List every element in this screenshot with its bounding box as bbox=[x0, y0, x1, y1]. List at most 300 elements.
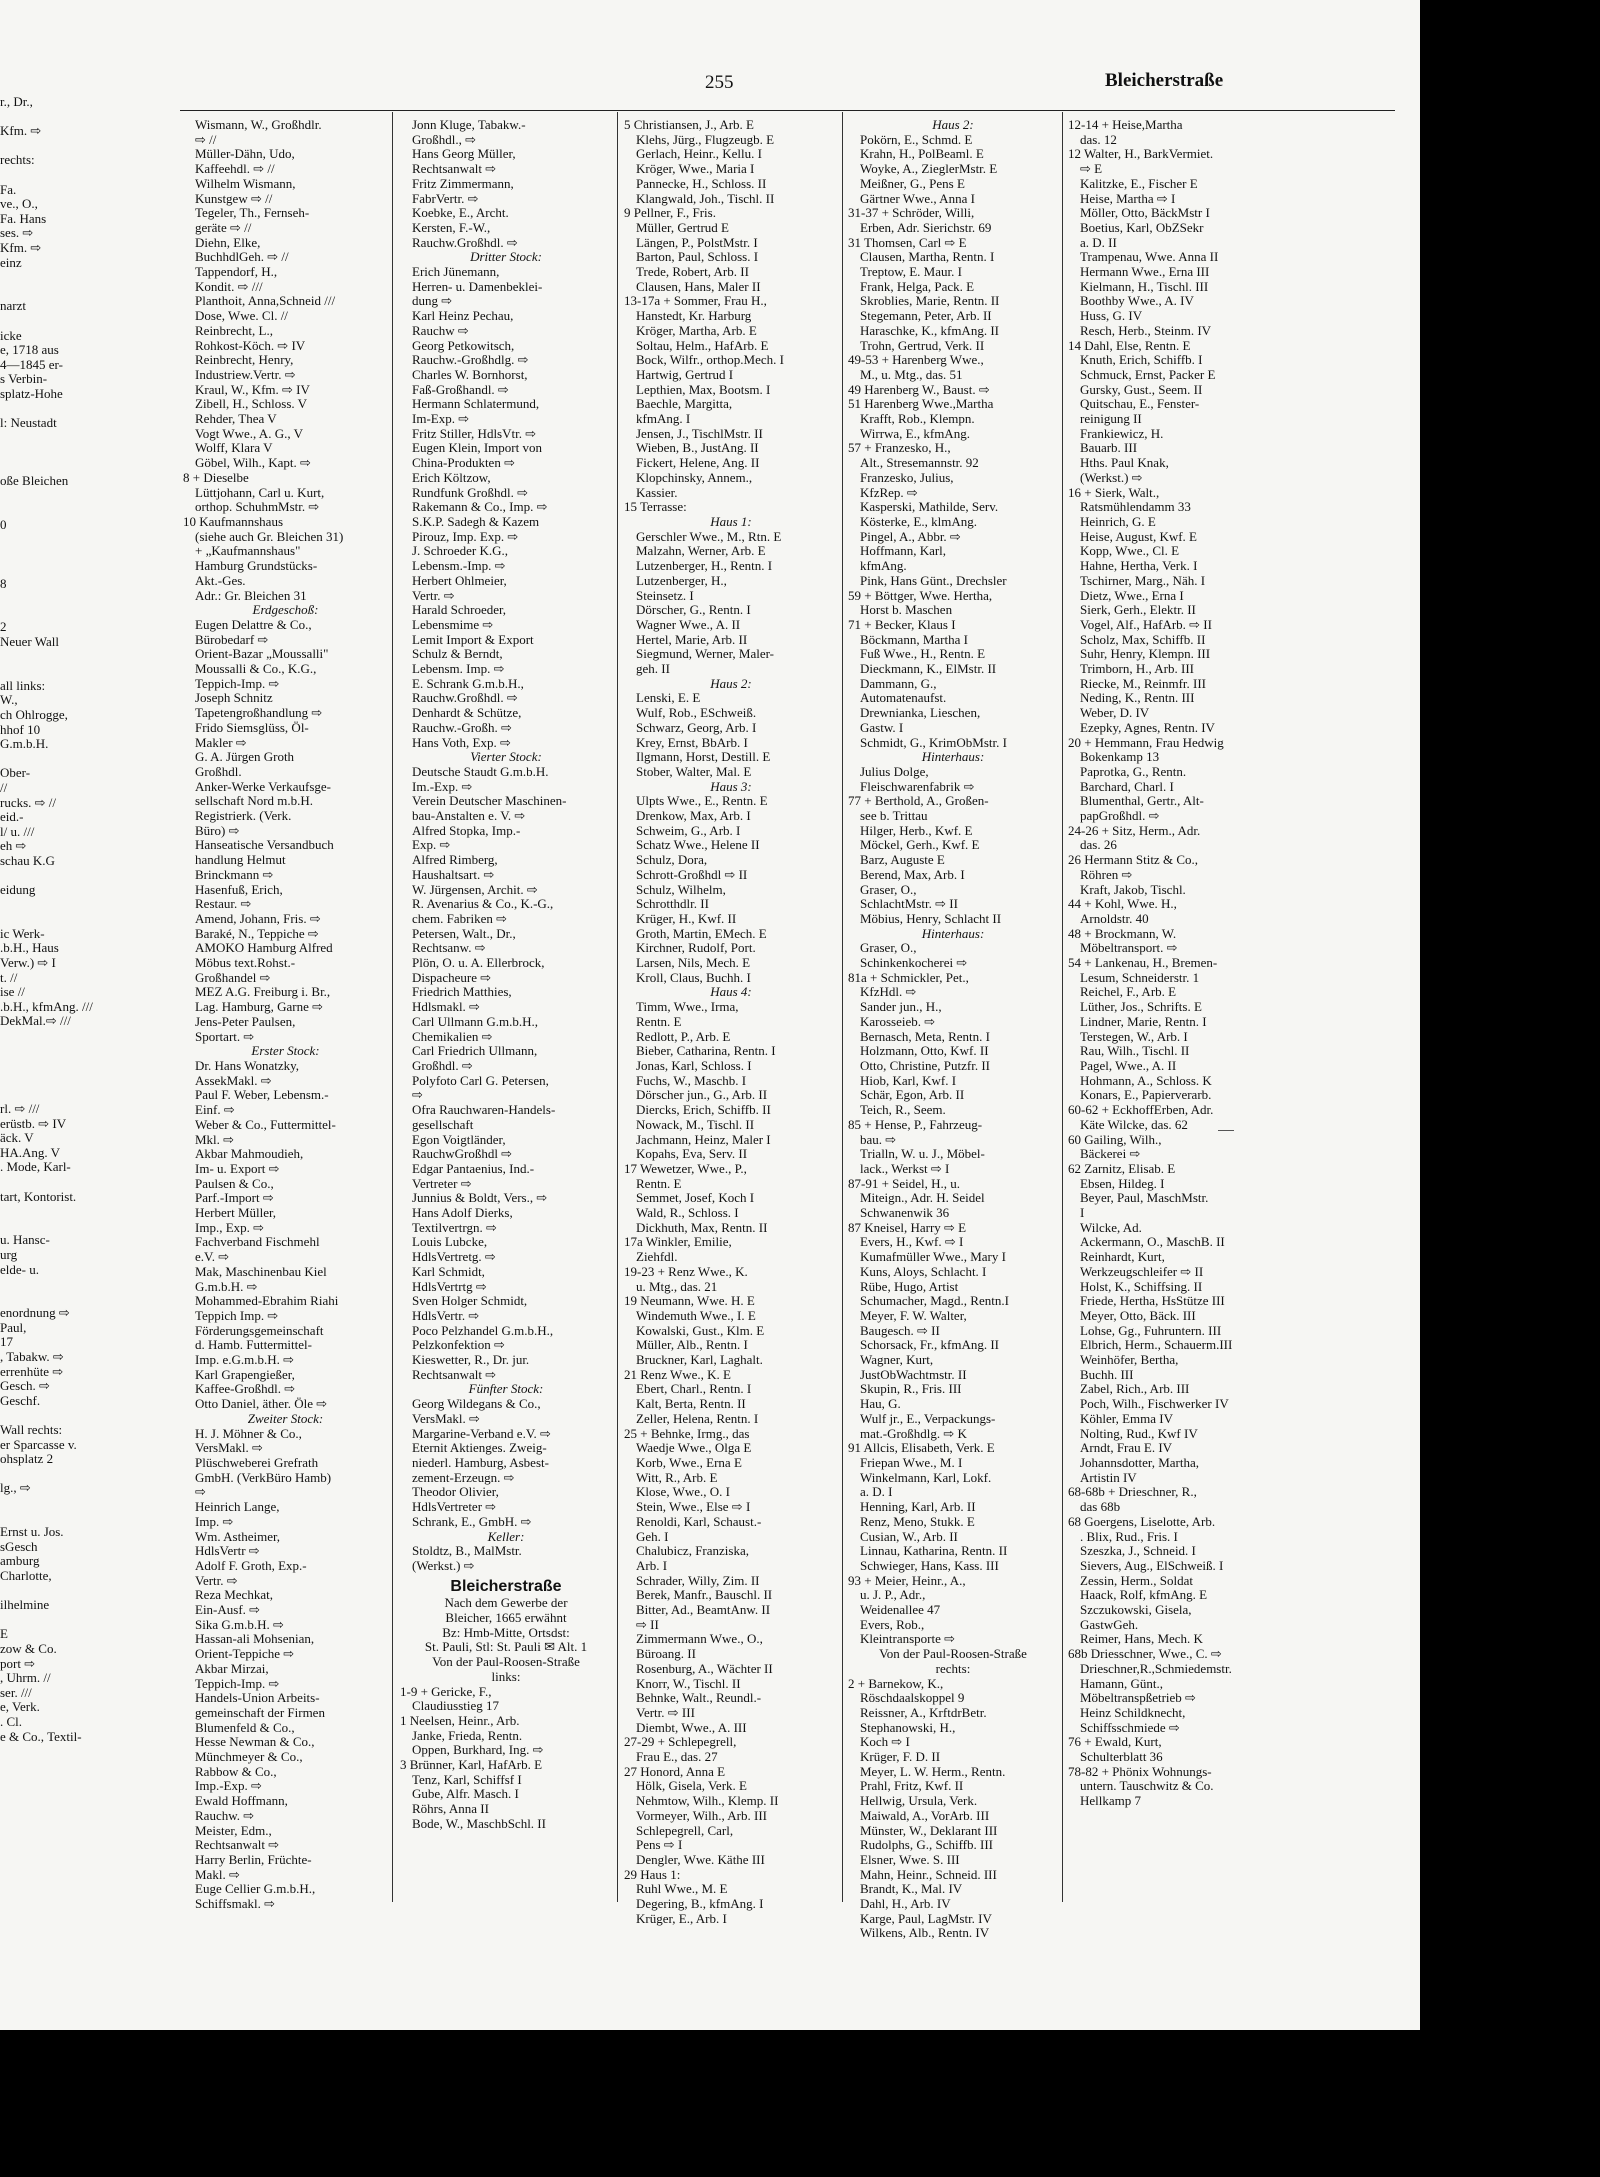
fragment-line bbox=[0, 1029, 170, 1044]
directory-entry-line: Clausen, Martha, Rentn. I bbox=[860, 249, 995, 265]
directory-entry-line: Chalubicz, Franziska, bbox=[636, 1543, 749, 1559]
fragment-line bbox=[0, 1408, 170, 1423]
directory-entry-line: Knuth, Erich, Schiffb. I bbox=[1080, 352, 1203, 368]
directory-entry-line: Dietz, Wwe., Erna I bbox=[1080, 587, 1184, 603]
running-head-street: Bleicherstraße bbox=[1105, 70, 1224, 91]
directory-entry-line: Heise, Martha ⇨ I bbox=[1080, 190, 1176, 206]
directory-entry-line: see b. Trittau bbox=[860, 808, 928, 824]
directory-entry-line: Lindner, Marie, Rentn. I bbox=[1080, 1013, 1207, 1029]
directory-entry-line: Haushaltsart. ⇨ bbox=[412, 866, 495, 882]
directory-entry-line: Kopp, Wwe., Cl. E bbox=[1080, 543, 1180, 559]
fragment-line bbox=[0, 606, 170, 621]
directory-entry-line: JustObWachtmstr. II bbox=[860, 1366, 967, 1382]
directory-entry-line: Renz, Meno, Stukk. E bbox=[860, 1513, 975, 1529]
fragment-line bbox=[0, 1087, 170, 1102]
directory-entry-line: 49-53 + Harenberg Wwe., bbox=[848, 352, 984, 368]
directory-entry-line: Rechtsanwalt ⇨ bbox=[195, 1837, 280, 1853]
directory-entry-line: Renoldi, Karl, Schaust.- bbox=[636, 1513, 762, 1529]
directory-entry-line: Pokörn, E., Schmd. E bbox=[860, 131, 973, 147]
directory-entry-line: Schiffsmakl. ⇨ bbox=[195, 1896, 275, 1912]
directory-entry-line: Evers, Rob., bbox=[860, 1616, 925, 1632]
directory-entry-line: Resch, Herb., Steinm. IV bbox=[1080, 322, 1212, 338]
directory-entry-line: Wald, R., Schloss. I bbox=[636, 1205, 739, 1221]
fragment-line: ses. ⇨ bbox=[0, 225, 34, 241]
directory-entry-line: Winkelmann, Karl, Lokf. bbox=[860, 1469, 992, 1485]
directory-entry-line: Kröger, Wwe., Maria I bbox=[636, 161, 755, 177]
fragment-line: zow & Co. bbox=[0, 1640, 57, 1656]
fragment-line bbox=[0, 445, 170, 460]
directory-entry-line: Bz: Hmb-Mitte, Ortsdst: bbox=[442, 1624, 570, 1640]
directory-entry-line: I bbox=[1080, 1205, 1085, 1221]
directory-entry-line: Kuns, Aloys, Schlacht. I bbox=[860, 1263, 987, 1279]
directory-entry-line: Makler ⇨ bbox=[195, 734, 247, 750]
fragment-line: W., bbox=[0, 692, 18, 708]
directory-entry-line: Schweim, G., Arb. I bbox=[636, 822, 741, 838]
directory-entry-line: Terstegen, W., Arb. I bbox=[1080, 1028, 1188, 1044]
directory-entry-line: Hans Georg Müller, bbox=[412, 146, 516, 162]
directory-entry-line: Bürobedarf ⇨ bbox=[195, 631, 269, 647]
directory-entry-line: Malzahn, Werner, Arb. E bbox=[636, 543, 766, 559]
directory-entry-line: Petersen, Walt., Dr., bbox=[412, 925, 516, 941]
directory-entry-line: 19 Neumann, Wwe. H. E bbox=[624, 1293, 755, 1309]
fragment-line: Neuer Wall bbox=[0, 633, 59, 649]
fragment-line: E bbox=[0, 1626, 8, 1642]
floor-heading: Dritter Stock: bbox=[470, 249, 542, 265]
directory-entry-line: VersMakl. ⇨ bbox=[195, 1440, 263, 1456]
directory-entry-line: sellschaft Nord m.b.H. bbox=[195, 793, 314, 809]
directory-entry-line: Arndt, Frau E. IV bbox=[1080, 1440, 1173, 1456]
directory-entry-line: Frau E., das. 27 bbox=[636, 1749, 718, 1765]
directory-entry-line: Bruckner, Karl, Laghalt. bbox=[636, 1352, 763, 1368]
fragment-line: ve., O., bbox=[0, 196, 38, 212]
fragment-line bbox=[0, 1175, 170, 1190]
fragment-line: eh ⇨ bbox=[0, 838, 27, 854]
directory-entry-line: Polyfoto Carl G. Petersen, bbox=[412, 1072, 549, 1088]
directory-entry-line: Rauchw. ⇨ bbox=[195, 1807, 255, 1823]
directory-entry-line: 44 + Kohl, Wwe. H., bbox=[1068, 896, 1177, 912]
directory-entry-line: Krüger, H., Kwf. II bbox=[636, 910, 737, 926]
directory-entry-line: 17a Winkler, Emilie, bbox=[624, 1234, 732, 1250]
directory-entry-line: Semmet, Josef, Koch I bbox=[636, 1190, 755, 1206]
directory-entry-line: Redlott, P., Arb. E bbox=[636, 1028, 731, 1044]
directory-entry-line: ⇨ II bbox=[636, 1616, 659, 1632]
directory-entry-line: Vormeyer, Wilh., Arb. III bbox=[636, 1807, 767, 1823]
directory-entry-line: Längen, P., PolstMstr. I bbox=[636, 234, 758, 250]
directory-entry-line: Gärtner Wwe., Anna I bbox=[860, 190, 975, 206]
directory-entry-line: Heinrich Lange, bbox=[195, 1499, 280, 1515]
directory-entry-line: Fritz Zimmermann, bbox=[412, 175, 514, 191]
directory-entry-line: Bernasch, Meta, Rentn. I bbox=[860, 1028, 990, 1044]
directory-entry-line: 8 + Dieselbe bbox=[183, 469, 249, 485]
directory-entry-line: Imp.-Exp. ⇨ bbox=[195, 1778, 262, 1794]
directory-entry-line: 48 + Brockmann, W. bbox=[1068, 925, 1177, 941]
fragment-line: icke bbox=[0, 327, 22, 343]
directory-entry-line: Mak, Maschinenbau Kiel bbox=[195, 1263, 327, 1279]
directory-entry-line: Großhdl. bbox=[195, 763, 242, 779]
directory-entry-line: Rauchw ⇨ bbox=[412, 322, 469, 338]
directory-entry-line: Akbar Mahmoudieh, bbox=[195, 1146, 304, 1162]
directory-entry-line: Pingel, A., Abbr. ⇨ bbox=[860, 528, 961, 544]
directory-entry-line: Teppich-Imp. ⇨ bbox=[195, 675, 280, 691]
directory-entry-line: Kirchner, Rudolf, Port. bbox=[636, 940, 756, 956]
fragment-line: oße Bleichen bbox=[0, 473, 69, 489]
directory-entry-line: 1-9 + Gericke, F., bbox=[400, 1683, 492, 1699]
directory-entry-line: Rechtsanwalt ⇨ bbox=[412, 161, 497, 177]
directory-entry-line: Akt.-Ges. bbox=[195, 572, 246, 588]
fragment-line: u. Hansc- bbox=[0, 1232, 50, 1248]
fragment-line: Wall rechts: bbox=[0, 1422, 63, 1438]
directory-entry-line: 27-29 + Schlepegrell, bbox=[624, 1734, 737, 1750]
directory-entry-line: Im-Exp. ⇨ bbox=[412, 411, 470, 427]
directory-entry-line: Georg Wildegans & Co., bbox=[412, 1396, 541, 1412]
directory-entry-line: Dörscher, G., Rentn. I bbox=[636, 602, 751, 618]
directory-entry-line: 20 + Hemmann, Frau Hedwig bbox=[1068, 734, 1224, 750]
fragment-line: tart, Kontorist. bbox=[0, 1188, 77, 1204]
directory-entry-line: Käte Wilcke, das. 62 bbox=[1080, 1116, 1188, 1132]
directory-entry-line: Kopahs, Eva, Serv. II bbox=[636, 1146, 748, 1162]
fragment-line: .b.H., kfmAng. /// bbox=[0, 998, 93, 1014]
directory-entry-line: Schorsack, Fr., kfmAng. II bbox=[860, 1337, 1000, 1353]
directory-entry-line: Hartwig, Gertrud I bbox=[636, 366, 734, 382]
directory-entry-line: Tapetengroßhandlung ⇨ bbox=[195, 705, 323, 721]
directory-entry-line: Ewald Hoffmann, bbox=[195, 1793, 288, 1809]
directory-entry-line: Vogt Wwe., A. G., V bbox=[195, 425, 303, 441]
directory-entry-line: Ruhl Wwe., M. E bbox=[636, 1881, 728, 1897]
directory-entry-line: mat.-Großhdlg. ⇨ K bbox=[860, 1425, 967, 1441]
directory-entry-line: Stein, Wwe., Else ⇨ I bbox=[636, 1499, 751, 1515]
directory-entry-line: Jonas, Karl, Schloss. I bbox=[636, 1058, 752, 1073]
directory-entry-line: Rabbow & Co., bbox=[195, 1763, 277, 1779]
directory-entry-line: Skupin, R., Fris. III bbox=[860, 1381, 962, 1397]
directory-entry-line: Euge Cellier G.m.b.H., bbox=[195, 1881, 316, 1897]
directory-entry-line: Lag. Hamburg, Garne ⇨ bbox=[195, 999, 323, 1015]
directory-entry-line: Handels-Union Arbeits- bbox=[195, 1690, 320, 1706]
directory-entry-line: Harald Schroeder, bbox=[412, 602, 507, 618]
fragment-line: , Uhrm. // bbox=[0, 1670, 51, 1686]
fragment-line: r., Dr., bbox=[0, 94, 33, 109]
directory-entry-line: Einf. ⇨ bbox=[195, 1102, 235, 1118]
directory-entry-line: Egon Voigtländer, bbox=[412, 1131, 506, 1147]
directory-entry-line: Möller, Otto, BäckMstr I bbox=[1080, 205, 1210, 221]
directory-entry-line: Quitschau, E., Fenster- bbox=[1080, 396, 1200, 412]
directory-entry-line: bau-Anstalten e. V. ⇨ bbox=[412, 808, 526, 824]
fragment-line: errenhüte ⇨ bbox=[0, 1363, 64, 1379]
directory-entry-line: Wulf, Rob., ESchweiß. bbox=[636, 705, 757, 721]
directory-entry-line: 91 Allcis, Elisabeth, Verk. E bbox=[848, 1440, 995, 1456]
directory-entry-line: Fickert, Helene, Ang. II bbox=[636, 455, 760, 471]
directory-entry-line: Kunstgew ⇨ // bbox=[195, 190, 273, 206]
directory-entry-line: Woyke, A., ZieglerMstr. E bbox=[860, 161, 998, 177]
directory-entry-line: Schmuck, Ernst, Packer E bbox=[1080, 366, 1216, 382]
directory-entry-line: Klehs, Jürg., Flugzeugb. E bbox=[636, 131, 775, 147]
fragment-line bbox=[0, 110, 170, 125]
directory-entry-line: Maiwald, A., VorArb. III bbox=[860, 1807, 990, 1823]
directory-entry-line: Rau, Wilh., Tischl. II bbox=[1080, 1043, 1190, 1059]
fragment-line: elde- u. bbox=[0, 1261, 39, 1277]
floor-heading: Haus 4: bbox=[710, 984, 752, 1000]
directory-entry-line: 24-26 + Sitz, Herm., Adr. bbox=[1068, 822, 1201, 838]
column-2 bbox=[400, 118, 612, 1918]
directory-entry-line: Henning, Karl, Arb. II bbox=[860, 1499, 976, 1515]
directory-entry-line: Mohammed-Ebrahim Riahi bbox=[195, 1293, 339, 1309]
directory-entry-line: 51 Harenberg Wwe.,Martha bbox=[848, 396, 994, 412]
directory-entry-line: Holzmann, Otto, Kwf. II bbox=[860, 1043, 989, 1059]
directory-entry-line: 49 Harenberg W., Baust. ⇨ bbox=[848, 381, 990, 397]
directory-entry-line: Schlepegrell, Carl, bbox=[636, 1822, 734, 1838]
directory-entry-line: Lepthien, Max, Bootsm. I bbox=[636, 381, 771, 397]
directory-entry-line: R. Avenarius & Co., K.-G., bbox=[412, 896, 554, 912]
directory-entry-line: Wilkens, Alb., Rentn. IV bbox=[860, 1925, 990, 1941]
directory-entry-line: Mkl. ⇨ bbox=[195, 1131, 235, 1147]
directory-entry-line: Holst, K., Schiffsing. II bbox=[1080, 1278, 1203, 1294]
directory-entry-line: Hellwig, Ursula, Verk. bbox=[860, 1793, 978, 1809]
directory-entry-line: Wilcke, Ad. bbox=[1080, 1219, 1142, 1235]
directory-entry-line: 60-62 + EckhoffErben, Adr. bbox=[1068, 1102, 1214, 1118]
fragment-line bbox=[0, 1044, 170, 1059]
fragment-line: // bbox=[0, 779, 8, 795]
fragment-line bbox=[0, 1204, 170, 1219]
fragment-line bbox=[0, 533, 170, 548]
directory-entry-line: Kielmann, H., Tischl. III bbox=[1080, 278, 1209, 294]
directory-entry-line: Kaffeehdl. ⇨ // bbox=[195, 161, 275, 177]
floor-heading: Hinterhaus: bbox=[921, 925, 985, 941]
fragment-line bbox=[0, 431, 170, 446]
directory-entry-line: Heinrich, G. E bbox=[1080, 513, 1156, 529]
fragment-line: t. // bbox=[0, 969, 18, 985]
directory-entry-line: Meyer, Otto, Bäck. III bbox=[1080, 1307, 1196, 1323]
directory-entry-line: Reissner, A., KrftdrBetr. bbox=[860, 1704, 987, 1720]
directory-entry-line: Stegemann, Peter, Arb. II bbox=[860, 308, 992, 324]
floor-heading: Haus 2: bbox=[710, 675, 752, 691]
directory-entry-line: Fleischwarenfabrik ⇨ bbox=[860, 778, 975, 794]
directory-entry-line: Lebensmime ⇨ bbox=[412, 616, 494, 632]
directory-entry-line: Vertr. ⇨ bbox=[195, 1572, 238, 1588]
directory-entry-line: Neding, K., Rentn. III bbox=[1080, 690, 1195, 706]
directory-entry-line: Barton, Paul, Schloss. I bbox=[636, 249, 759, 265]
directory-entry-line: Tenz, Karl, Schiffsf I bbox=[412, 1771, 522, 1787]
fragment-line bbox=[0, 1584, 170, 1599]
fragment-line: G.m.b.H. bbox=[0, 736, 49, 752]
directory-entry-line: Herren- u. Damenbeklei- bbox=[412, 278, 543, 294]
directory-entry-line: Pagel, Wwe., A. II bbox=[1080, 1058, 1177, 1073]
directory-entry-line: Arnoldstr. 40 bbox=[1080, 910, 1149, 926]
directory-entry-line: Orient-Teppiche ⇨ bbox=[195, 1646, 295, 1662]
directory-entry-line: Imp., Exp. ⇨ bbox=[195, 1219, 265, 1235]
directory-entry-line: das 68b bbox=[1080, 1499, 1121, 1515]
directory-entry-line: Wagner, Kurt, bbox=[860, 1352, 934, 1368]
directory-entry-line: Kondit. ⇨ /// bbox=[195, 278, 263, 294]
fragment-line bbox=[0, 285, 170, 300]
directory-entry-line: Meyer, L. W. Herm., Rentn. bbox=[860, 1763, 1006, 1779]
fragment-line: äck. V bbox=[0, 1130, 34, 1146]
directory-entry-line: Lüttjohann, Carl u. Kurt, bbox=[195, 484, 325, 500]
fragment-line bbox=[0, 752, 170, 767]
directory-entry-line: Ofra Rauchwaren-Handels- bbox=[412, 1102, 556, 1118]
directory-entry-line: Kumafmüller Wwe., Mary I bbox=[860, 1249, 1006, 1265]
directory-entry-line: das. 26 bbox=[1080, 837, 1117, 853]
directory-entry-line: Hans Voth, Exp. ⇨ bbox=[412, 734, 511, 750]
directory-entry-line: Meister, Edm., bbox=[195, 1822, 272, 1838]
directory-entry-line: Erich Költzow, bbox=[412, 469, 491, 485]
directory-entry-line: Teppich-Imp. ⇨ bbox=[195, 1675, 280, 1691]
fragment-line bbox=[0, 1496, 170, 1511]
fragment-line bbox=[0, 1467, 170, 1482]
directory-entry-line: Schatz Wwe., Helene II bbox=[636, 837, 760, 853]
floor-heading: Haus 3: bbox=[710, 778, 752, 794]
directory-entry-line: Trimborn, H., Arb. III bbox=[1080, 661, 1194, 677]
directory-entry-line: orthop. SchuhmMstr. ⇨ bbox=[195, 499, 320, 515]
directory-entry-line: Margarine-Verband e.V. ⇨ bbox=[412, 1425, 551, 1441]
fragment-line: ser. /// bbox=[0, 1684, 32, 1700]
fragment-line bbox=[0, 489, 170, 504]
directory-entry-line: Müller, Alb., Rentn. I bbox=[636, 1337, 748, 1353]
directory-entry-line: Berek, Manfr., Bauschl. II bbox=[636, 1587, 773, 1603]
directory-entry-line: Reichel, F., Arb. E bbox=[1080, 984, 1177, 1000]
directory-entry-line: Pelzkonfektion ⇨ bbox=[412, 1337, 505, 1353]
directory-entry-line: Plön, O. u. A. Ellerbrock, bbox=[412, 955, 545, 971]
directory-entry-line: geh. II bbox=[636, 661, 670, 677]
directory-entry-line: 87 Kneisel, Harry ⇨ E bbox=[848, 1219, 967, 1235]
directory-entry-line: Chemikalien ⇨ bbox=[412, 1028, 493, 1044]
fragment-line bbox=[0, 1277, 170, 1292]
directory-entry-line: W. Jürgensen, Archit. ⇨ bbox=[412, 881, 538, 897]
directory-entry-line: HdlsVertreter ⇨ bbox=[412, 1499, 497, 1515]
directory-entry-line: Groth, Martin, EMech. E bbox=[636, 925, 767, 941]
directory-entry-line: Rechtsanw. ⇨ bbox=[412, 940, 486, 956]
fragment-line bbox=[0, 591, 170, 606]
directory-entry-line: Pink, Hans Günt., Drechsler bbox=[860, 572, 1007, 588]
directory-entry-line: Krey, Ernst, BbArb. I bbox=[636, 734, 748, 750]
directory-entry-line: Pirouz, Imp. Exp. ⇨ bbox=[412, 528, 519, 544]
fragment-line: urg bbox=[0, 1246, 18, 1262]
fragment-line bbox=[0, 460, 170, 475]
fragment-line: HA.Ang. V bbox=[0, 1144, 61, 1160]
directory-entry-line: Zeller, Helena, Rentn. I bbox=[636, 1410, 759, 1426]
fragment-line: Kfm. ⇨ bbox=[0, 239, 42, 255]
directory-entry-line: Weber & Co., Futtermittel- bbox=[195, 1116, 336, 1132]
directory-entry-line: Automatenaufst. bbox=[860, 690, 947, 706]
directory-entry-line: Sierk, Gerh., Elektr. II bbox=[1080, 602, 1196, 618]
directory-entry-line: Schrank, E., GmbH. ⇨ bbox=[412, 1513, 532, 1529]
directory-entry-line: 12-14 + Heise,Martha bbox=[1068, 117, 1183, 132]
floor-heading: Haus 1: bbox=[710, 513, 752, 529]
fragment-line: Ober- bbox=[0, 765, 31, 781]
directory-entry-line: Wulf jr., E., Verpackungs- bbox=[860, 1410, 996, 1426]
directory-entry-line: G.m.b.H. ⇨ bbox=[195, 1278, 258, 1294]
fragment-line: Fa. bbox=[0, 181, 17, 197]
directory-entry-line: 77 + Berthold, A., Großen- bbox=[848, 793, 989, 809]
directory-entry-line: ⇨ bbox=[412, 1087, 423, 1103]
directory-entry-line: 21 Renz Wwe., K. E bbox=[624, 1366, 731, 1382]
directory-entry-line: (Werkst.) ⇨ bbox=[1080, 469, 1143, 485]
directory-entry-line: Tappendorf, H., bbox=[195, 264, 278, 280]
directory-entry-line: Lemit Import & Export bbox=[412, 631, 534, 647]
directory-entry-line: 15 Terrasse: bbox=[624, 499, 687, 515]
directory-entry-line: Meißner, G., Pens E bbox=[860, 175, 965, 191]
directory-entry-line: Oppen, Burkhard, Ing. ⇨ bbox=[412, 1742, 544, 1758]
directory-entry-line: 31-37 + Schröder, Willi, bbox=[848, 205, 975, 221]
fragment-line: narzt bbox=[0, 298, 26, 314]
fragment-line bbox=[0, 912, 170, 927]
directory-entry-line: Lohse, Gg., Fuhruntern. III bbox=[1080, 1322, 1222, 1338]
directory-entry-line: 25 + Behnke, Irmg., das bbox=[624, 1425, 750, 1441]
directory-entry-line: Böckmann, Martha I bbox=[860, 631, 968, 647]
directory-entry-line: Sven Holger Schmidt, bbox=[412, 1293, 528, 1309]
directory-entry-line: Lenski, E. E bbox=[636, 690, 701, 706]
directory-entry-line: Joseph Schnitz bbox=[195, 690, 273, 706]
directory-entry-line: Hths. Paul Knak, bbox=[1080, 455, 1169, 471]
directory-entry-line: Amend, Johann, Fris. ⇨ bbox=[195, 910, 321, 926]
directory-entry-line: Wm. Astheimer, bbox=[195, 1528, 281, 1544]
fragment-line: Paul, bbox=[0, 1319, 27, 1335]
fragment-line: l: Neustadt bbox=[0, 415, 57, 431]
directory-entry-line: Rauchw.Großhdl. ⇨ bbox=[412, 690, 518, 706]
directory-entry-line: Schmidt, G., KrimObMstr. I bbox=[860, 734, 1007, 750]
directory-entry-line: ⇨ // bbox=[195, 131, 217, 147]
directory-entry-line: Bäckerei ⇨ bbox=[1080, 1146, 1141, 1162]
directory-entry-line: 81a + Schmickler, Pet., bbox=[848, 969, 969, 985]
directory-entry-line: Adolf F. Groth, Exp.- bbox=[195, 1557, 307, 1573]
directory-entry-line: Hohmann, A., Schloss. K bbox=[1080, 1072, 1212, 1088]
directory-entry-line: Hasenfuß, Erich, bbox=[195, 881, 283, 897]
directory-entry-line: Fuß Wwe., H., Rentn. E bbox=[860, 646, 986, 662]
directory-entry-line: Reinhardt, Kurt, bbox=[1080, 1249, 1165, 1265]
directory-entry-line: kfmAng. I bbox=[636, 411, 691, 427]
directory-entry-line: Brinckmann ⇨ bbox=[195, 866, 274, 882]
floor-heading: Erdgeschoß: bbox=[252, 602, 319, 618]
directory-entry-line: Sander jun., H., bbox=[860, 999, 942, 1015]
directory-entry-line: Röschdaalskoppel 9 bbox=[860, 1690, 965, 1706]
directory-entry-line: Akbar Mirzai, bbox=[195, 1660, 269, 1676]
directory-entry-line: RauchwGroßhdl ⇨ bbox=[412, 1146, 513, 1162]
directory-entry-line: Hölk, Gisela, Verk. E bbox=[636, 1778, 747, 1794]
directory-entry-line: Im.-Exp. ⇨ bbox=[412, 778, 473, 794]
column-5 bbox=[1068, 118, 1408, 1918]
directory-entry-line: Arb. I bbox=[636, 1557, 668, 1573]
fragment-line bbox=[0, 1292, 170, 1307]
directory-entry-line: a. D. I bbox=[860, 1484, 893, 1500]
directory-entry-line: Hilger, Herb., Kwf. E bbox=[860, 822, 973, 838]
directory-entry-line: Schulz, Dora, bbox=[636, 852, 708, 868]
directory-entry-line: Buchh. III bbox=[1080, 1366, 1134, 1382]
directory-entry-line: 76 + Ewald, Kurt, bbox=[1068, 1734, 1162, 1750]
directory-entry-line: Lesum, Schneiderstr. 1 bbox=[1080, 969, 1200, 985]
directory-entry-line: Edgar Pantaenius, Ind.- bbox=[412, 1160, 535, 1176]
directory-entry-line: Karl Schmidt, bbox=[412, 1263, 485, 1279]
directory-entry-line: Registrierk. (Verk. bbox=[195, 808, 292, 824]
directory-entry-line: Großhdl., ⇨ bbox=[412, 131, 476, 147]
directory-entry-line: Trampenau, Wwe. Anna II bbox=[1080, 249, 1219, 265]
directory-entry-line: Poco Pelzhandel G.m.b.H., bbox=[412, 1322, 554, 1338]
fragment-line: ch Ohlrogge, bbox=[0, 706, 68, 722]
directory-entry-line: zement-Erzeugn. ⇨ bbox=[412, 1469, 515, 1485]
directory-entry-line: Denhardt & Schütze, bbox=[412, 705, 522, 721]
directory-entry-line: Brandt, K., Mal. IV bbox=[860, 1881, 963, 1897]
directory-entry-line: e.V. ⇨ bbox=[195, 1249, 230, 1265]
directory-entry-line: Von der Paul-Roosen-Straße bbox=[432, 1654, 580, 1670]
directory-entry-line: Boetius, Karl, ObZSekr bbox=[1080, 219, 1204, 235]
directory-entry-line: GastwGeh. bbox=[1080, 1616, 1139, 1632]
directory-entry-line: ⇨ bbox=[195, 1484, 206, 1500]
directory-entry-line: Möbeltransport. ⇨ bbox=[1080, 940, 1178, 956]
directory-entry-line: Sportart. ⇨ bbox=[195, 1028, 255, 1044]
directory-entry-line: Sievers, Aug., ElSchweiß. I bbox=[1080, 1557, 1224, 1573]
directory-entry-line: Georg Petkowitsch, bbox=[412, 337, 515, 353]
directory-entry-line: 54 + Lankenau, H., Bremen- bbox=[1068, 955, 1218, 971]
directory-entry-line: Scholz, Max, Schiffb. II bbox=[1080, 631, 1206, 647]
fragment-line bbox=[0, 1073, 170, 1088]
directory-entry-line: Weber, D. IV bbox=[1080, 705, 1150, 721]
